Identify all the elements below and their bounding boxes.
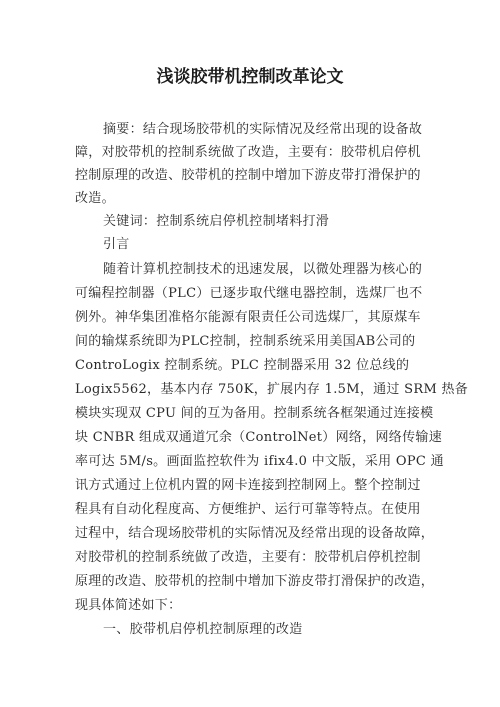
body-line-6: Logix5562，基本内存 750K，扩展内存 1.5M，通过 SRM 热备	[75, 382, 469, 397]
body-line-11: 程具有自动化程度高、方便维护、运行可靠等特点。在使用	[75, 502, 421, 517]
abstract-line-1: 摘要：结合现场胶带机的实际情况及经常出现的设备故	[103, 122, 423, 137]
body-line-12: 过程中，结合现场胶带机的实际情况及经常出现的设备故障，	[75, 526, 435, 541]
body-line-8: 块 CNBR 组成双通道冗余（ControlNet）网络，网络传输速	[75, 430, 442, 445]
body-line-7: 模块实现双 CPU 间的互为备用。控制系统各框架通过连接模	[75, 406, 434, 421]
keywords-line: 关键词：控制系统启停机控制堵料打滑	[103, 214, 330, 229]
body-line-14: 原理的改造、胶带机的控制中增加下游皮带打滑保护的改造，	[75, 574, 435, 589]
document-title: 浅谈胶带机控制改革论文	[156, 67, 344, 87]
intro-heading: 引言	[103, 237, 130, 252]
body-line-5: ControLogix 控制系统。PLC 控制器采用 32 位总线的	[75, 358, 410, 373]
body-line-9: 率可达 5M/s。画面监控软件为 ifix4.0 中文版，采用 OPC 通	[75, 454, 444, 469]
body-line-10: 讯方式通过上位机内置的网卡连接到控制网上。整个控制过	[75, 478, 421, 493]
body-line-1: 随着计算机控制技术的迅速发展，以微处理器为核心的	[103, 262, 423, 277]
body-line-3: 例外。神华集团准格尔能源有限责任公司选煤厂，其原煤车	[75, 310, 421, 325]
body-line-2: 可编程控制器（PLC）已逐步取代继电器控制，选煤厂也不	[75, 286, 423, 301]
body-line-15: 现具体简述如下：	[75, 598, 182, 613]
section-heading-1: 一、胶带机启停机控制原理的改造	[103, 622, 303, 637]
body-line-13: 对胶带机的控制系统做了改造，主要有：胶带机启停机控制	[75, 550, 421, 565]
abstract-line-2: 障，对胶带机的控制系统做了改造，主要有：胶带机启停机	[75, 145, 421, 160]
abstract-line-4: 改造。	[75, 191, 115, 206]
body-line-4: 间的输煤系统即为PLC控制，控制系统采用美国AB公司的	[75, 334, 416, 349]
abstract-line-3: 控制原理的改造、胶带机的控制中增加下游皮带打滑保护的	[75, 168, 421, 183]
